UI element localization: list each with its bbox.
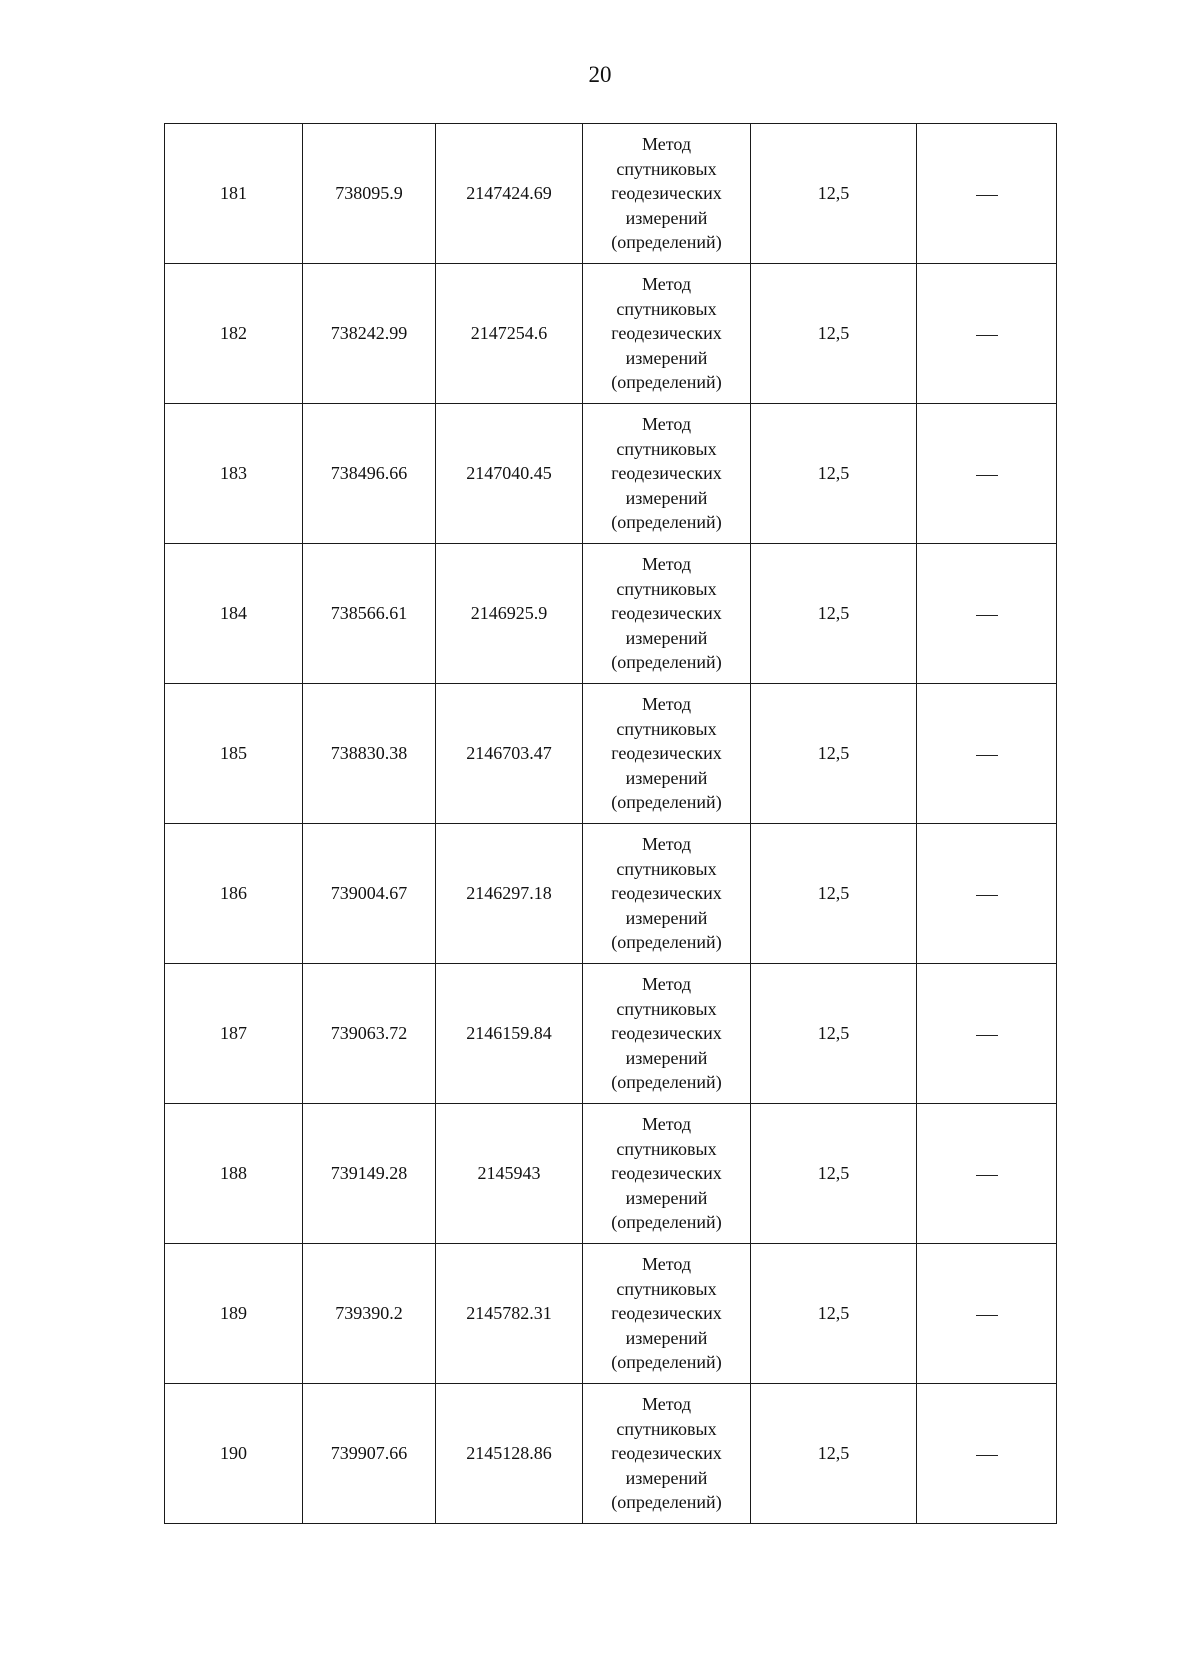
- x-coordinate-cell: 739149.28: [303, 1104, 436, 1244]
- method-line: Метод: [641, 414, 692, 435]
- y-coordinate-cell: 2147040.45: [436, 404, 583, 544]
- method-line: (определений): [611, 652, 722, 673]
- method-line: геодезических: [611, 603, 722, 624]
- method-line: (определений): [611, 1352, 722, 1373]
- note-cell: [917, 824, 1057, 964]
- method-cell: [583, 824, 751, 964]
- x-coordinate-cell: 738496.66: [303, 404, 436, 544]
- method-line: Метод: [641, 134, 692, 155]
- method-line: геодезических: [611, 463, 722, 484]
- note-cell: [917, 964, 1057, 1104]
- y-coordinate-cell: 2147254.6: [436, 264, 583, 404]
- method-cell: [583, 1384, 751, 1524]
- y-coordinate-cell: 2145943: [436, 1104, 583, 1244]
- method-cell: [583, 124, 751, 264]
- accuracy-cell: 12,5: [751, 1244, 917, 1384]
- method-line: измерений: [625, 487, 708, 508]
- method-line: (определений): [611, 1072, 722, 1093]
- dash-mark: [976, 1035, 998, 1036]
- method-line: спутниковых: [616, 1138, 717, 1159]
- x-coordinate-cell: 739063.72: [303, 964, 436, 1104]
- accuracy-cell: 12,5: [751, 964, 917, 1104]
- y-coordinate-cell: 2147424.69: [436, 124, 583, 264]
- y-coordinate-cell: 2146925.9: [436, 544, 583, 684]
- page-number: 20: [588, 62, 612, 87]
- accuracy-cell: 12,5: [751, 824, 917, 964]
- table-row: [165, 684, 1057, 824]
- table-row: [165, 404, 1057, 544]
- note-cell: [917, 264, 1057, 404]
- method-line: (определений): [611, 372, 722, 393]
- x-coordinate-cell: 738830.38: [303, 684, 436, 824]
- method-line: измерений: [625, 1187, 708, 1208]
- point-number-cell: 181: [165, 124, 303, 264]
- method-line: измерений: [625, 207, 708, 228]
- accuracy-cell: 12,5: [751, 1384, 917, 1524]
- accuracy-cell: 12,5: [751, 124, 917, 264]
- dash-mark: [976, 1175, 998, 1176]
- method-line: геодезических: [611, 1443, 722, 1464]
- table-row: [165, 264, 1057, 404]
- method-line: спутниковых: [616, 998, 717, 1019]
- method-line: измерений: [625, 907, 708, 928]
- method-cell: [583, 1244, 751, 1384]
- y-coordinate-cell: 2146297.18: [436, 824, 583, 964]
- method-line: спутниковых: [616, 718, 717, 739]
- method-cell: [583, 1104, 751, 1244]
- point-number-cell: 188: [165, 1104, 303, 1244]
- y-coordinate-cell: 2145128.86: [436, 1384, 583, 1524]
- method-line: (определений): [611, 792, 722, 813]
- method-line: Метод: [641, 1254, 692, 1275]
- point-number-cell: 186: [165, 824, 303, 964]
- method-line: спутниковых: [616, 1418, 717, 1439]
- method-line: спутниковых: [616, 1278, 717, 1299]
- point-number-cell: 183: [165, 404, 303, 544]
- x-coordinate-cell: 738566.61: [303, 544, 436, 684]
- note-cell: [917, 404, 1057, 544]
- table-row: [165, 964, 1057, 1104]
- method-line: геодезических: [611, 743, 722, 764]
- x-coordinate-cell: 738242.99: [303, 264, 436, 404]
- method-line: Метод: [641, 694, 692, 715]
- method-line: Метод: [641, 274, 692, 295]
- point-number-cell: 185: [165, 684, 303, 824]
- table-row: [165, 1104, 1057, 1244]
- method-line: (определений): [611, 1212, 722, 1233]
- method-line: измерений: [625, 347, 708, 368]
- note-cell: [917, 684, 1057, 824]
- method-line: Метод: [641, 1114, 692, 1135]
- note-cell: [917, 544, 1057, 684]
- method-line: измерений: [625, 1467, 708, 1488]
- method-line: спутниковых: [616, 158, 717, 179]
- method-line: Метод: [641, 834, 692, 855]
- point-number-cell: 187: [165, 964, 303, 1104]
- accuracy-cell: 12,5: [751, 544, 917, 684]
- method-line: спутниковых: [616, 858, 717, 879]
- accuracy-cell: 12,5: [751, 264, 917, 404]
- point-number-cell: 189: [165, 1244, 303, 1384]
- accuracy-cell: 12,5: [751, 404, 917, 544]
- note-cell: [917, 1104, 1057, 1244]
- point-number-cell: 182: [165, 264, 303, 404]
- table-row: [165, 124, 1057, 264]
- method-line: Метод: [641, 974, 692, 995]
- method-line: (определений): [611, 1492, 722, 1513]
- x-coordinate-cell: 739907.66: [303, 1384, 436, 1524]
- method-line: геодезических: [611, 1023, 722, 1044]
- table-row: [165, 824, 1057, 964]
- note-cell: [917, 1244, 1057, 1384]
- dash-mark: [976, 615, 998, 616]
- dash-mark: [976, 1455, 998, 1456]
- x-coordinate-cell: 738095.9: [303, 124, 436, 264]
- y-coordinate-cell: 2146159.84: [436, 964, 583, 1104]
- method-line: спутниковых: [616, 438, 717, 459]
- method-cell: [583, 684, 751, 824]
- table-row: [165, 544, 1057, 684]
- method-line: измерений: [625, 627, 708, 648]
- method-line: (определений): [611, 512, 722, 533]
- table-row: [165, 1384, 1057, 1524]
- method-cell: [583, 264, 751, 404]
- method-line: измерений: [625, 767, 708, 788]
- dash-mark: [976, 755, 998, 756]
- accuracy-cell: 12,5: [751, 1104, 917, 1244]
- dash-mark: [976, 195, 998, 196]
- method-line: спутниковых: [616, 298, 717, 319]
- method-cell: [583, 964, 751, 1104]
- method-line: геодезических: [611, 183, 722, 204]
- note-cell: [917, 124, 1057, 264]
- y-coordinate-cell: 2145782.31: [436, 1244, 583, 1384]
- method-line: (определений): [611, 232, 722, 253]
- method-line: измерений: [625, 1327, 708, 1348]
- dash-mark: [976, 335, 998, 336]
- table-row: [165, 1244, 1057, 1384]
- coordinates-table: [164, 123, 1057, 1524]
- dash-mark: [976, 1315, 998, 1316]
- method-line: Метод: [641, 554, 692, 575]
- note-cell: [917, 1384, 1057, 1524]
- method-line: спутниковых: [616, 578, 717, 599]
- dash-mark: [976, 475, 998, 476]
- method-line: геодезических: [611, 1163, 722, 1184]
- method-line: геодезических: [611, 323, 722, 344]
- dash-mark: [976, 895, 998, 896]
- method-line: измерений: [625, 1047, 708, 1068]
- y-coordinate-cell: 2146703.47: [436, 684, 583, 824]
- method-cell: [583, 404, 751, 544]
- method-line: Метод: [641, 1394, 692, 1415]
- point-number-cell: 190: [165, 1384, 303, 1524]
- x-coordinate-cell: 739004.67: [303, 824, 436, 964]
- accuracy-cell: 12,5: [751, 684, 917, 824]
- method-line: геодезических: [611, 883, 722, 904]
- point-number-cell: 184: [165, 544, 303, 684]
- x-coordinate-cell: 739390.2: [303, 1244, 436, 1384]
- table-body: [165, 124, 1057, 1524]
- method-line: (определений): [611, 932, 722, 953]
- method-line: геодезических: [611, 1303, 722, 1324]
- method-cell: [583, 544, 751, 684]
